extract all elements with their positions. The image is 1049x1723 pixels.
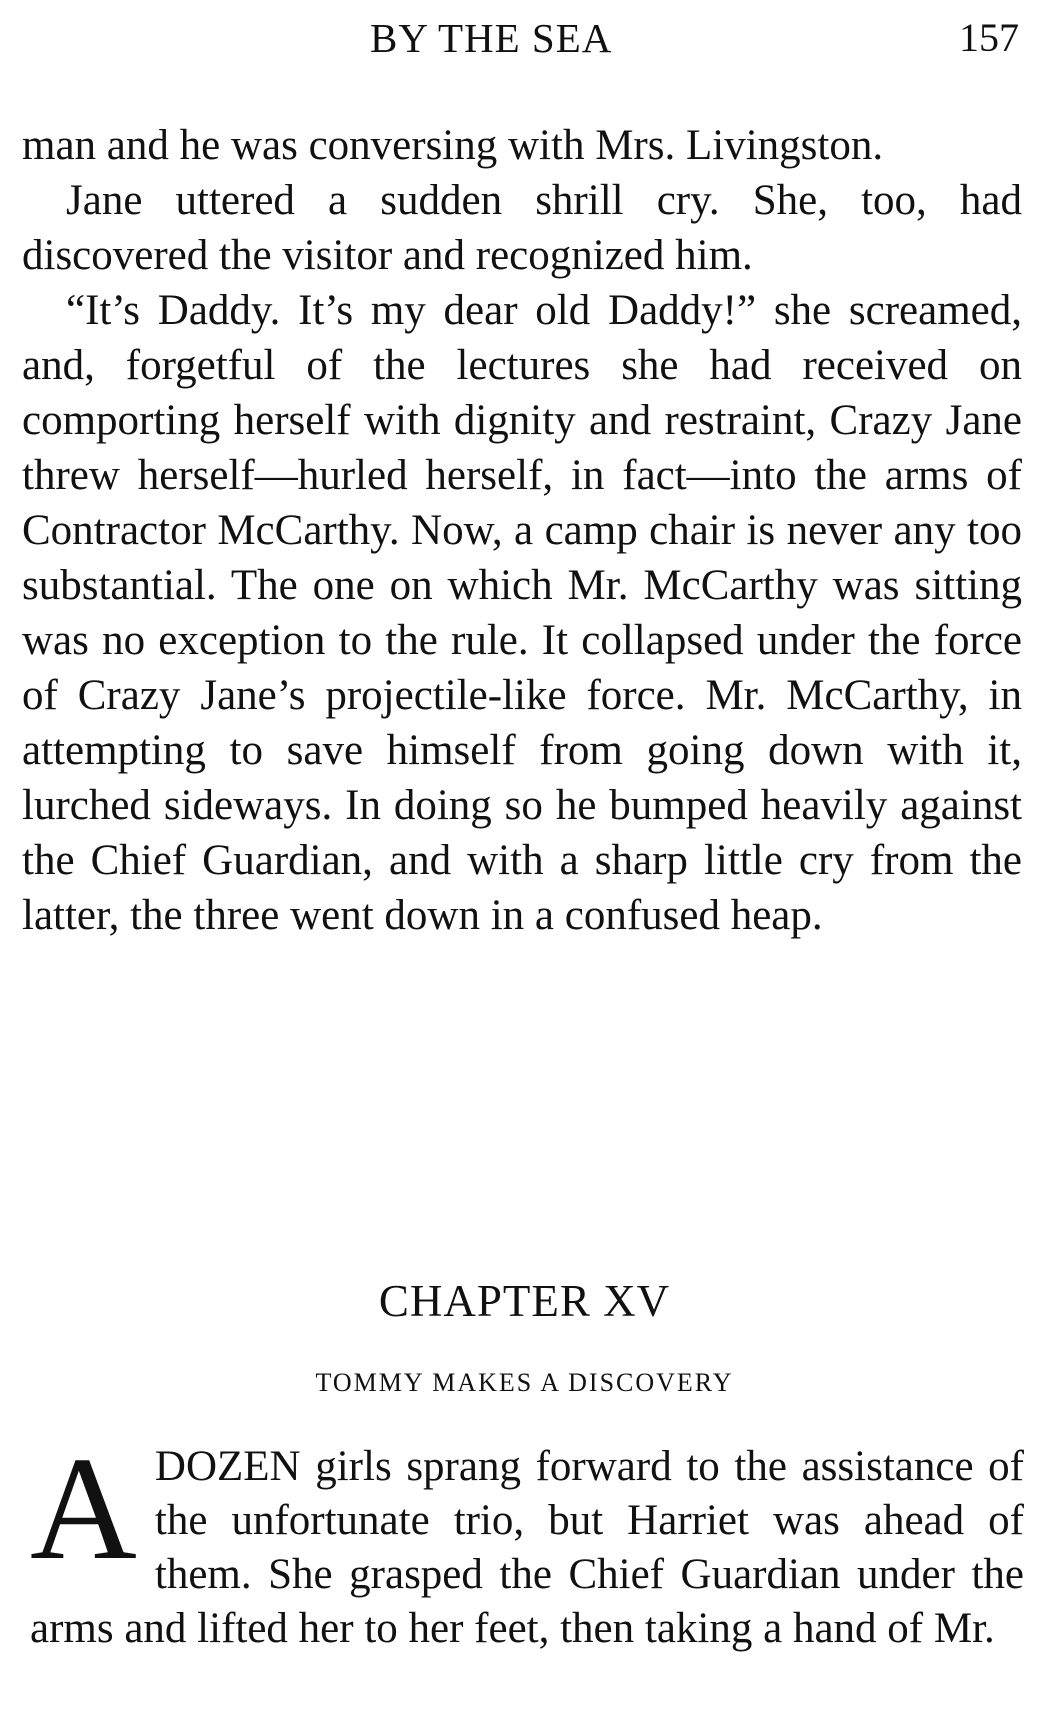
- paragraph: Jane uttered a sudden shrill cry. She, too, had discovered the visitor and recognized him.: [22, 177, 1022, 279]
- chapter-subtitle: TOMMY MAKES A DISCOVERY: [315, 1368, 734, 1397]
- page-number: 157: [959, 15, 1019, 60]
- paragraph: “It’s Daddy. It’s my dear old Daddy!” she screamed, and, forgetful of the lectures she had received on comporting herself with dignity and restraint, Crazy Jane threw herself—hurled herself, in fact—into the arms of Contractor McCarthy. Now, a camp chair is never any too substantial. The one on which Mr. McCarthy was sitting was no exception to the rule. It collapsed under the force of Crazy Jane’s projectile-like force. Mr. McCarthy, in attempting to save himself from going down with it, lurched sideways. In doing so he bumped heavily against the Chief Guardian, and with a sharp little cry from the latter, the three went down in a confused heap.: [22, 287, 1022, 939]
- chapter-title: CHAPTER XV: [378, 1276, 671, 1326]
- chapter-paragraph: [30, 1427, 1024, 1656]
- body-text: [22, 118, 1022, 943]
- chapter-opening: [30, 1427, 1024, 1656]
- running-head: [0, 14, 1049, 70]
- drop-cap: A: [30, 1427, 137, 1591]
- paragraph-continued: man and he was conversing with Mrs. Livingston.: [22, 122, 884, 169]
- chapter-paragraph-text: DOZEN girls sprang forward to the assistance of the unfortunate trio, but Harriet was ahead of them. She grasped the Chief Guardian under the arms and lifted her to her feet, then taking a hand of Mr.: [30, 1443, 1024, 1652]
- running-title: BY THE SEA: [370, 15, 613, 61]
